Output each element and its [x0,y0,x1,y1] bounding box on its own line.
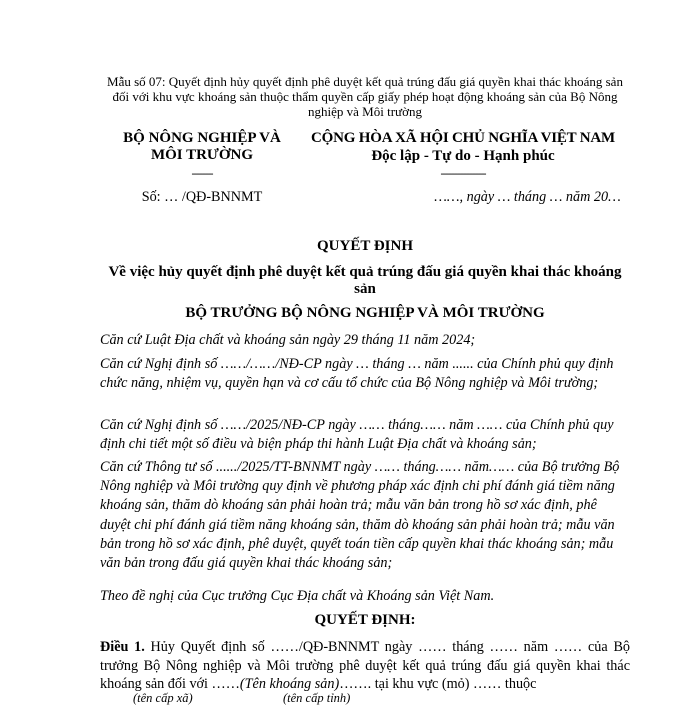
agency-name [96,130,308,164]
article-1-text-end: ……. tại khu vực (mỏ) …… thuộc [339,676,537,692]
legal-basis-3: Căn cứ Nghị định số ……/2025/NĐ-CP ngày …… tháng…… năm …… của Chính phủ quy định chi tiết một số điều và biện pháp thi hành Luật Địa chất và khoáng sản; [100,417,614,453]
decision-number: Số: … /QĐ-BNNMT [141,189,263,205]
legal-basis-2: Căn cứ Nghị định số ……/……/NĐ-CP ngày … tháng … năm ...... của Chính phủ quy định chức năng, nhiệm vụ, quyền hạn và cơ cấu tổ chức của Bộ Nông nghiệp và Môi trường; [100,356,614,392]
document-title: QUYẾT ĐỊNH [317,238,413,254]
legal-basis-1: Căn cứ Luật Địa chất và khoáng sản ngày 29 tháng 11 năm 2024; [100,332,476,348]
agency-line-1: BỘ NÔNG NGHIỆP VÀ [123,130,281,146]
agency-rule: ------- [191,166,213,180]
issue-date: ……, ngày … tháng … năm 20… [434,189,621,205]
legal-basis-4: Căn cứ Thông tư số ....../2025/TT-BNNMT ngày …… tháng…… năm…… của Bộ trưởng Bộ Nông nghiệp và Môi trường quy định về phương pháp xác định chi phí đánh giá tiềm năng khoáng sản, thăm dò khoáng sản phải hoàn trả; mẫu văn bản trong hồ sơ xác định, phê duyệt chi phí đánh giá tiềm năng khoáng sản, thăm dò khoáng sản phải hoàn trả; mẫu văn bản trong hồ sơ xác định, phê duyệt, quyết toán tiền cấp quyền khai thác khoáng sản; mẫu văn bản trong đấu giá quyền khai thác khoáng sản; [100,459,620,572]
document-subject: Về việc hủy quyết định phê duyệt kết quả trúng đấu giá quyền khai thác khoáng sản [108,264,622,297]
article-1-label: Điều 1. [100,639,145,655]
decision-heading: QUYẾT ĐỊNH: [314,612,416,628]
template-note: Mẫu số 07: Quyết định hủy quyết định phê duyệt kết quả trúng đấu giá quyền khai thác khoáng sản đối với khu vực khoáng sản thuộc thẩm quyền cấp giấy phép hoạt động khoáng sản của Bộ Nông nghiệp và Môi trường [107,74,623,119]
article-1 [100,638,630,694]
motto-rule: --------------- [440,166,486,180]
article-1-text-start: Hủy Quyết định số ……/QĐ-BNNMT ngày …… tháng …… năm …… của Bộ trưởng Bộ Nông nghiệp và Môi trường phê duyệt kết quả trúng đấu giá quyền khai thác khoáng sản đối với …… [100,639,630,692]
province-name-placeholder: (tên cấp tỉnh) [283,691,351,705]
country-name: CỘNG HÒA XÃ HỘI CHỦ NGHĨA VIỆT NAM [311,130,615,146]
mineral-name-placeholder: (Tên khoáng sản) [239,676,340,692]
national-motto: Độc lập - Tự do - Hạnh phúc [371,148,555,164]
commune-name-placeholder: (tên cấp xã) [133,691,193,705]
agency-line-2: MÔI TRƯỜNG [150,147,254,163]
issuing-authority: BỘ TRƯỞNG BỘ NÔNG NGHIỆP VÀ MÔI TRƯỜNG [185,305,545,321]
proposal-basis: Theo đề nghị của Cục trưởng Cục Địa chất và Khoáng sản Việt Nam. [100,588,495,604]
